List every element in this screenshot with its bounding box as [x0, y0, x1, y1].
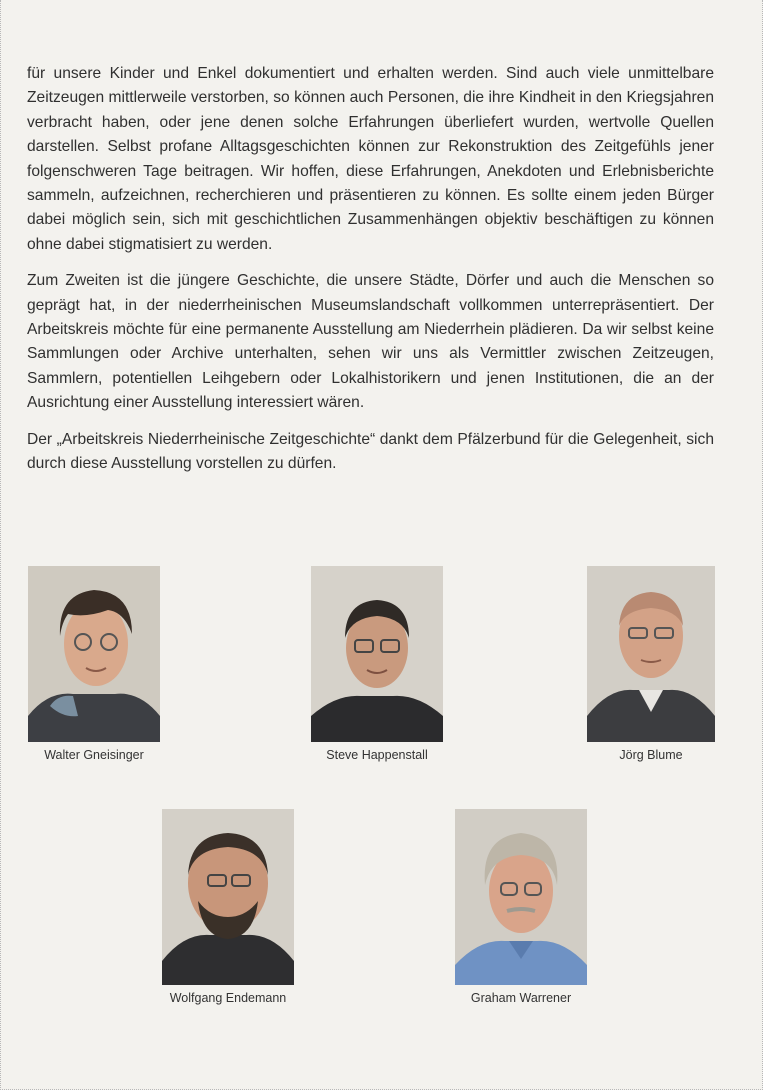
portrait-photo-steve-happenstall: [311, 566, 443, 742]
portrait-photo-joerg-blume: [587, 566, 715, 742]
portrait-photo-wolfgang-endemann: [162, 809, 294, 985]
body-text: [27, 62, 714, 489]
caption-wolfgang-endemann: Wolfgang Endemann: [169, 991, 287, 1005]
paragraph-3: Der „Arbeitskreis Niederrheinische Zeitgeschichte“ dankt dem Pfälzerbund für die Gelegenheit, sich durch diese Ausstellung vorstellen zu dürfen.: [27, 430, 714, 473]
paragraph-1: für unsere Kinder und Enkel dokumentiert und erhalten werden. Sind auch viele unmittelbare Zeitzeugen mittlerweile verstorben, so können auch Personen, die ihre Kindheit in den Kriegsjahren verbracht haben, oder jene denen solche Erfahrungen überliefert wurden, wertvolle Quellen darstellen. Selbst profane Alltagsgeschichten können zur Rekonstruktion des Zeitgefühls jener folgenschweren Tage beitragen. Wir hoffen, diese Erfahrungen, Anekdoten und Erlebnisberichte sammeln, aufzeichnen, recherchieren und präsentieren zu können. Es sollte einem jeden Bürger dabei möglich sein, sich mit geschichtlichen Zusammenhängen objektiv beschäftigen zu können ohne dabei stigmatisiert zu werden.: [27, 65, 714, 253]
portrait-photo-walter-gneisinger: [28, 566, 160, 742]
caption-steve-happenstall: Steve Happenstall: [326, 748, 428, 762]
caption-graham-warrener: Graham Warrener: [470, 991, 572, 1005]
caption-walter-gneisinger: Walter Gneisinger: [44, 748, 144, 762]
portrait-photo-graham-warrener: [455, 809, 587, 985]
paragraph-2: Zum Zweiten ist die jüngere Geschichte, die unsere Städte, Dörfer und auch die Menschen so geprägt hat, in der niederrheinischen Museumslandschaft vollkommen unterrepräsentiert. Der Arbeitskreis möchte für eine permanente Ausstellung am Niederrhein plädieren. Da wir selbst keine Sammlungen oder Archive unterhalten, sehen wir uns als Vermittler zwischen Zeitzeugen, Sammlern, potentiellen Leihgebern oder Lokalhistorikern und jenen Institutionen, die an der Ausrichtung einer Ausstellung interessiert wären.: [27, 272, 714, 412]
caption-joerg-blume: Jörg Blume: [619, 748, 683, 762]
